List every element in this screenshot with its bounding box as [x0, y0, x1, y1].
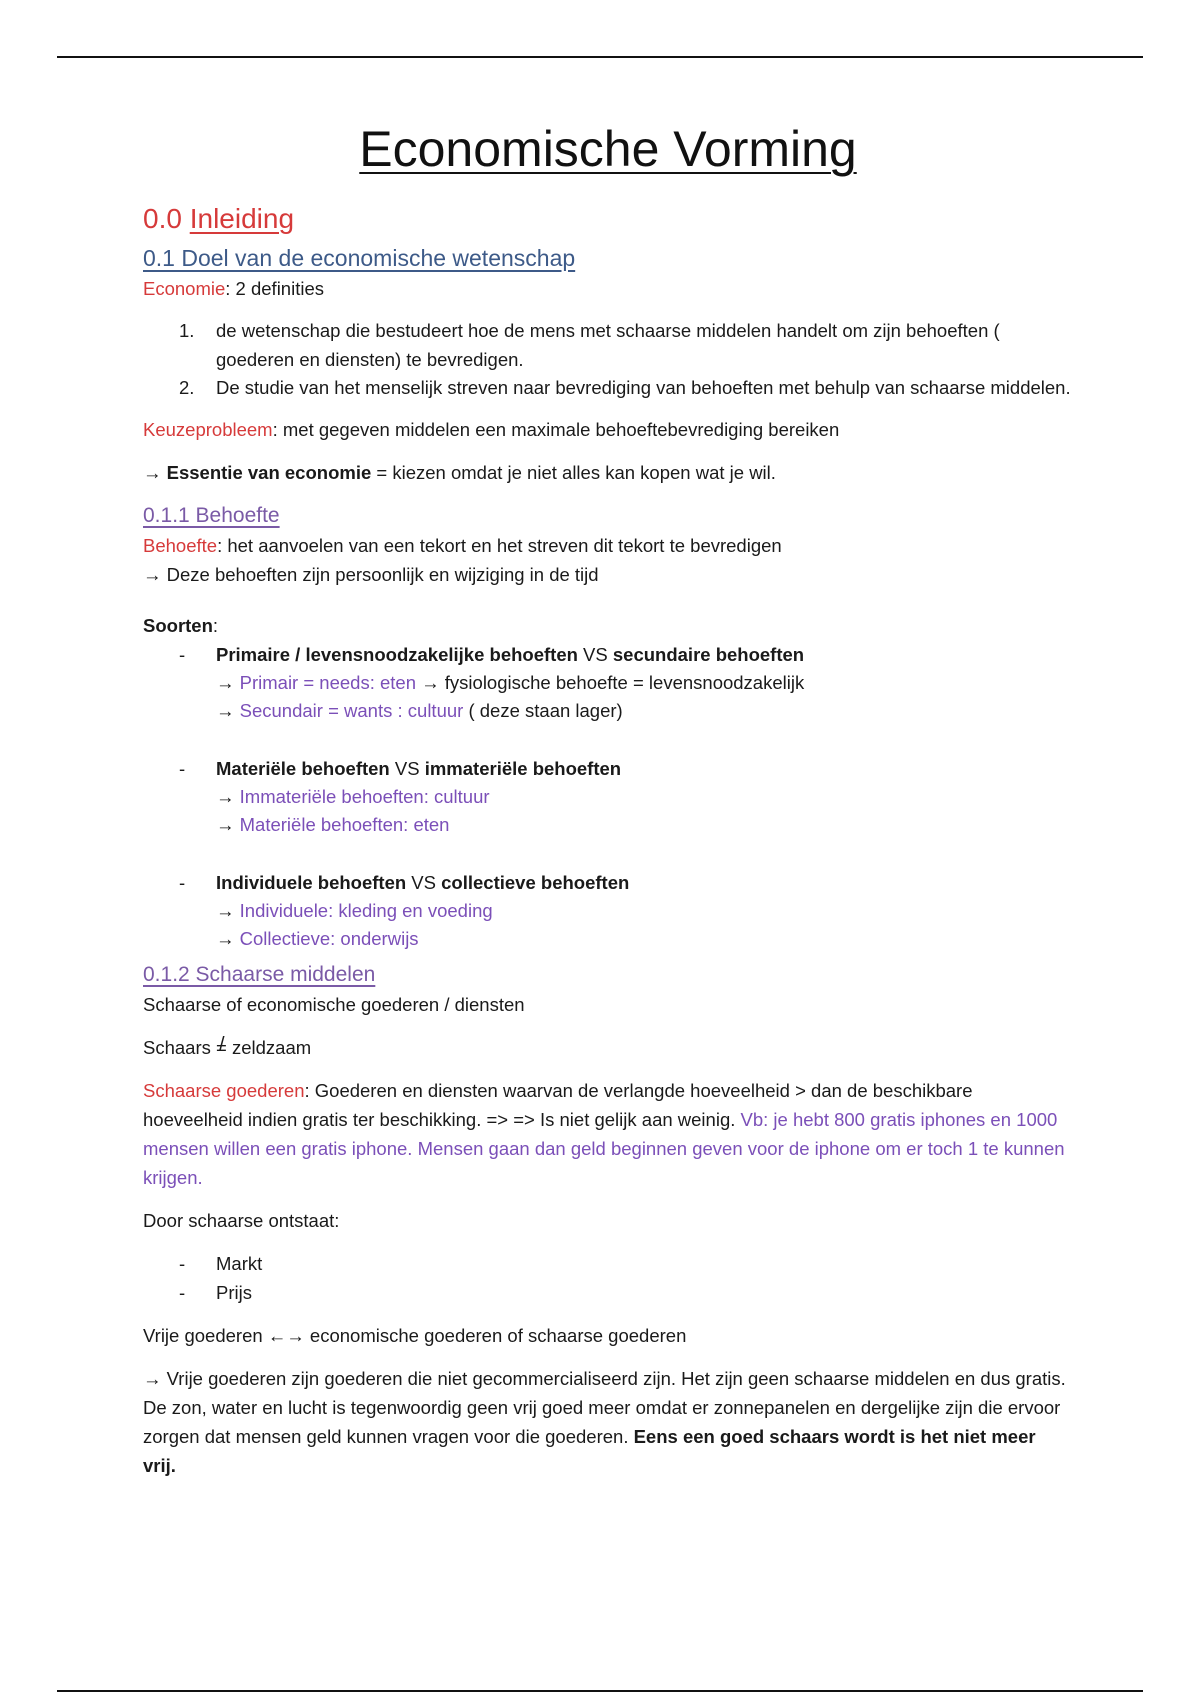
- bottom-rule: [57, 1690, 1143, 1692]
- term-keuzeprobleem: Keuzeprobleem: [143, 418, 273, 440]
- markt-prijs-list: [143, 1249, 1073, 1307]
- economie-definition-intro: Economie: 2 definities: [143, 278, 324, 299]
- heading-behoefte: 0.1.1 Behoefte: [143, 503, 280, 527]
- term-schaarse-goederen: Schaarse goederen: [143, 1079, 305, 1101]
- soorten-group-individueel: - Individuele behoeften VS collectieve behoeften: [179, 871, 630, 893]
- schaarse-goederen-definition: Schaarse goederen: Goederen en diensten waarvan de verlangde hoeveelheid > dan de beschikbare hoeveelheid indien gratis ter beschikking. => => Is niet gelijk aan weinig. Vb: je hebt 800 gratis iphones en 1000 mensen willen een gratis iphone. Mensen gaan dan geld beginnen geven voor de iphone om er toch 1 te kunnen krijgen.: [143, 1079, 1065, 1188]
- list-item: - Prijs: [179, 1281, 252, 1303]
- heading-inleiding: [143, 200, 1073, 238]
- door-schaarse-line: Door schaarse ontstaat:: [143, 1209, 340, 1231]
- schaarse-line1: Schaarse of economische goederen / diensten: [143, 993, 525, 1015]
- schaars-neq-line: Schaars = / zeldzaam: [143, 1033, 1073, 1062]
- behoefte-note: → Deze behoeften zijn persoonlijk en wijziging in de tijd: [143, 563, 599, 585]
- list-item: 2. De studie van het menselijk streven naar bevrediging van behoeften met behulp van schaarse middelen.: [179, 377, 1071, 398]
- sub-item: → Materiële behoeften: eten: [216, 814, 450, 835]
- sub-item: → Primair = needs: eten → fysiologische behoefte = levensnoodzakelijk: [216, 671, 805, 693]
- soorten-label: Soorten:: [143, 614, 219, 636]
- not-equal-icon: = /: [216, 1033, 227, 1062]
- soorten-group-materieel: - Materiële behoeften VS immateriële behoeften: [179, 757, 622, 779]
- economie-definitions-list: [143, 317, 1073, 403]
- heading-number: 0.0: [143, 203, 182, 234]
- soorten-list: [143, 640, 1073, 954]
- heading-schaarse-middelen: 0.1.2 Schaarse middelen: [143, 962, 376, 986]
- keuzeprobleem-line: Keuzeprobleem: met gegeven middelen een maximale behoeftebevrediging bereiken: [143, 418, 840, 440]
- sub-item: → Individuele: kleding en voeding: [216, 899, 493, 921]
- list-item: - Markt: [179, 1252, 263, 1274]
- double-arrow-icon: ←→: [267, 1324, 305, 1346]
- vrije-goederen-line: Vrije goederen ←→ economische goederen of schaarse goederen: [143, 1324, 687, 1346]
- arrow-icon: →: [143, 461, 167, 483]
- soorten-group-primair: - Primaire / levensnoodzakelijke behoeften VS secundaire behoeften: [179, 643, 805, 665]
- document-title: Economische Vorming: [359, 121, 857, 177]
- heading-text: Inleiding: [189, 203, 295, 234]
- term-behoefte: Behoefte: [143, 534, 218, 556]
- sub-item: → Immateriële behoeften: cultuur: [216, 785, 490, 807]
- sub-item: → Collectieve: onderwijs: [216, 928, 419, 949]
- essentie-line: → Essentie van economie = kiezen omdat je niet alles kan kopen wat je wil.: [143, 461, 776, 483]
- sub-item: → Secundair = wants : cultuur ( deze staan lager): [216, 700, 623, 721]
- term-economie: Economie: [143, 278, 226, 299]
- vrije-goederen-explanation: → Vrije goederen zijn goederen die niet gecommercialiseerd zijn. Het zijn geen schaarse middelen en dus gratis. De zon, water en lucht is tegenwoordig geen vrij goed meer omdat er zonnepanelen en dergelijke zijn die ervoor zorgen dat mensen geld kunnen vragen voor die goederen. Eens een goed schaars wordt is het niet meer vrij.: [143, 1367, 1066, 1476]
- heading-doel: 0.1 Doel van de economische wetenschap: [143, 245, 576, 271]
- list-item: 1. de wetenschap die bestudeert hoe de mens met schaarse middelen handelt om zijn behoeften ( goederen en diensten) te bevredigen.: [179, 320, 1000, 370]
- top-rule: [57, 56, 1143, 58]
- document-page: [143, 118, 1073, 1480]
- behoefte-definition: Behoefte: het aanvoelen van een tekort en het streven dit tekort te bevredigen: [143, 534, 782, 556]
